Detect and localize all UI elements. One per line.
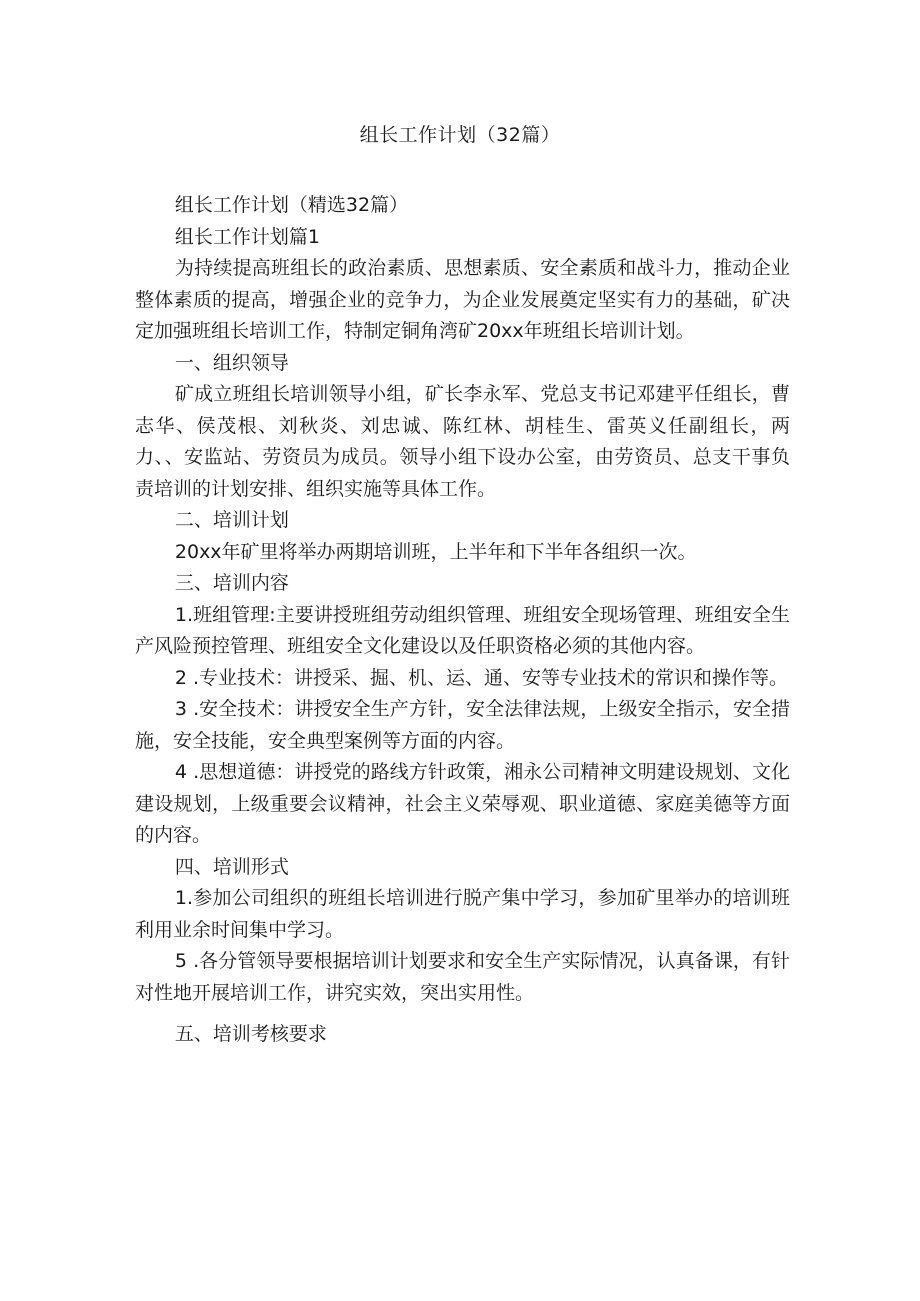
- intro-paragraph: 为持续提高班组长的政治素质、思想素质、安全素质和战斗力，推动企业整体素质的提高，增强企业的竞争力，为企业发展奠定坚实有力的基础，矿决定加强班组长培训工作，特制定铜角湾矿20xx年班组长培训计划。: [135, 257, 790, 342]
- document-title: 组长工作计划（32篇）: [359, 124, 561, 146]
- section-heading-format: 四、培训形式: [174, 855, 289, 878]
- plan-paragraph: 20xx年矿里将举办两期培训班，上半年和下半年各组织一次。: [174, 540, 697, 563]
- organization-paragraph: 矿成立班组长培训领导小组，矿长李永军、党总支书记邓建平任组长，曹志华、侯茂根、刘秋炎、刘忠诚、陈红林、胡桂生、雷英义任副组长，两力、、安监站、劳资员为成员。领导小组下设办公室，由劳资员、总支干事负责培训的计划安排、组织实施等具体工作。: [135, 383, 790, 500]
- subtitle-paragraph: 组长工作计划（精选32篇）: [174, 194, 409, 216]
- section-heading-organization: 一、组织领导: [174, 351, 289, 374]
- section-heading-plan: 二、培训计划: [174, 509, 289, 531]
- content-item-ethics: 4 .思想道德：讲授党的路线方针政策，湘永公司精神文明建设规划、文化建设规划，上级重要会议精神，社会主义荣辱观、职业道德、家庭美德等方面的内容。: [135, 761, 790, 846]
- content-item-management: 1.班组管理:主要讲授班组劳动组织管理、班组安全现场管理、班组安全生产风险预控管理、班组安全文化建设以及任职资格必须的其他内容。: [135, 603, 790, 657]
- content-item-technical: 2 .专业技术：讲授采、掘、机、运、通、安等专业技术的常识和操作等。: [174, 666, 789, 689]
- format-item-leaders: 5 .各分管领导要根据培训计划要求和安全生产实际情况，认真备课，有针对性地开展培训工作，讲究实效，突出实用性。: [135, 950, 790, 1004]
- content-item-safety: 3 .安全技术：讲授安全生产方针，安全法律法规，上级安全指示，安全措施，安全技能，安全典型案例等方面的内容。: [135, 698, 790, 752]
- section-heading-assessment: 五、培训考核要求: [174, 1023, 327, 1045]
- format-item-company: 1.参加公司组织的班组长培训进行脱产集中学习，参加矿里举办的培训班利用业余时间集中学习。: [135, 887, 790, 941]
- document-body: [135, 190, 790, 1051]
- section-heading-content: 三、培训内容: [174, 572, 289, 594]
- chapter-heading: 组长工作计划篇1: [174, 225, 320, 248]
